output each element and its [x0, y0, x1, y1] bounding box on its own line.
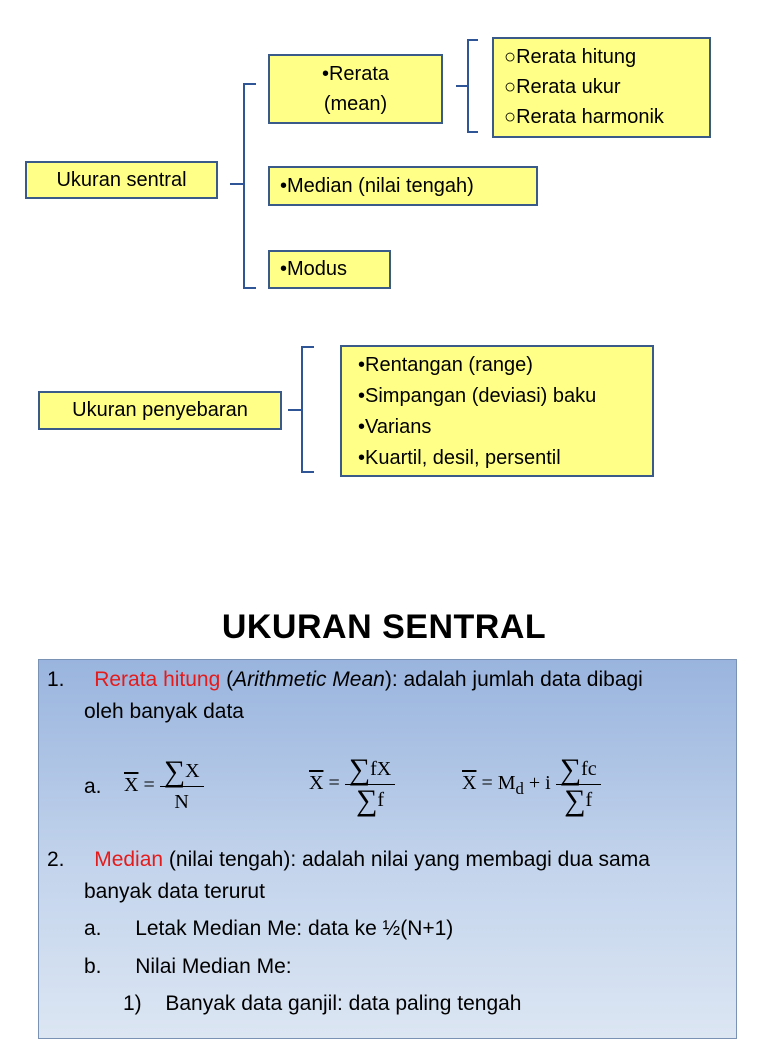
item1-line1: [47, 664, 643, 696]
node-median-label: •Median (nilai tengah): [280, 175, 474, 197]
node-rerata-line2: (mean): [323, 93, 388, 115]
content-panel: [38, 659, 737, 1039]
item1-term-en: Arithmetic Mean: [233, 668, 385, 691]
section-title: UKURAN SENTRAL: [221, 608, 547, 646]
item1-line2: oleh banyak data: [84, 700, 244, 723]
node-rerata-types: [492, 37, 711, 138]
penyebaran-item-varians: •Varians: [358, 416, 432, 438]
formula3-d: d: [515, 779, 524, 799]
formula3-num: fc: [581, 758, 597, 780]
formula2-lhs: $\overline{X}$: [309, 772, 324, 795]
item1-open: (: [220, 668, 234, 691]
item2-c1-label: 1): [123, 992, 142, 1015]
formula1-num: X: [185, 760, 200, 782]
formula1-fraction: [160, 756, 204, 817]
sigma-icon: ∑: [564, 784, 586, 817]
item1-term: Rerata hitung: [94, 668, 221, 691]
formula1-eq: =: [143, 774, 155, 797]
formula3-fraction: [556, 754, 601, 815]
item2-a-text: Letak Median Me: data ke ½(N+1): [135, 917, 454, 940]
item2-sub-b: [84, 951, 292, 983]
sigma-icon: ∑: [348, 753, 371, 786]
item1-number: 1.: [47, 668, 65, 691]
formula-mean-weighted: [309, 754, 395, 815]
node-ukuran-penyebaran: [38, 391, 282, 430]
node-ukuran-sentral: [25, 161, 218, 199]
item1-rest1: ): adalah jumlah data dibagi: [384, 668, 643, 691]
rerata-type-harmonik: ○Rerata harmonik: [504, 106, 664, 128]
formula-mean-simple: [124, 756, 204, 817]
item2-sub-b1: [123, 988, 521, 1020]
item1-sub-a: a.: [84, 775, 102, 798]
node-median: [268, 166, 538, 206]
node-rerata: [268, 54, 443, 124]
penyebaran-item-kuartil: •Kuartil, desil, persentil: [358, 447, 561, 469]
rerata-type-hitung: ○Rerata hitung: [504, 46, 637, 68]
item2-rest1: (nilai tengah): adalah nilai yang membagi dua sama: [163, 848, 650, 871]
formula3-m: M: [497, 772, 516, 795]
formula1-den: N: [174, 791, 189, 813]
formula3-eq: =: [481, 772, 493, 795]
sigma-icon: ∑: [559, 753, 582, 786]
sentral-bracket: [244, 84, 256, 288]
item2-c1-text: Banyak data ganjil: data paling tengah: [165, 992, 522, 1015]
sigma-icon: ∑: [163, 755, 186, 788]
formula3-plus: + i: [528, 772, 551, 795]
penyebaran-item-range: •Rentangan (range): [358, 354, 533, 376]
item2-a-label: a.: [84, 917, 102, 940]
formula3-lhs: $\overline{X}$: [462, 772, 477, 795]
formula-mean-coded: [462, 754, 601, 815]
item2-b-text: Nilai Median Me:: [135, 955, 292, 978]
item2-sub-a: [84, 913, 453, 945]
rerata-bracket: [468, 40, 478, 132]
node-modus-label: •Modus: [280, 258, 348, 280]
formula2-eq: =: [328, 772, 340, 795]
formula1-lhs: $\overline{X}$: [124, 774, 139, 797]
item2-term: Median: [94, 848, 164, 871]
node-ukuran-sentral-label: Ukuran sentral: [56, 169, 187, 191]
rerata-type-ukur: ○Rerata ukur: [504, 76, 621, 98]
formula2-num: fX: [370, 758, 392, 780]
node-modus: [268, 250, 391, 289]
node-ukuran-penyebaran-label: Ukuran penyebaran: [72, 399, 248, 421]
formula3-den: f: [585, 789, 593, 811]
item2-b-label: b.: [84, 955, 102, 978]
penyebaran-item-deviasi: •Simpangan (deviasi) baku: [358, 385, 597, 407]
node-rerata-line1: •Rerata: [321, 63, 390, 85]
penyebaran-bracket: [302, 347, 314, 472]
item2-number: 2.: [47, 848, 65, 871]
formula2-den: f: [377, 789, 385, 811]
item2-line2: banyak data terurut: [84, 880, 265, 903]
item2-line1: [47, 844, 650, 876]
sigma-icon: ∑: [355, 784, 378, 817]
node-penyebaran-list: [340, 345, 654, 477]
formula2-fraction: [345, 754, 396, 815]
